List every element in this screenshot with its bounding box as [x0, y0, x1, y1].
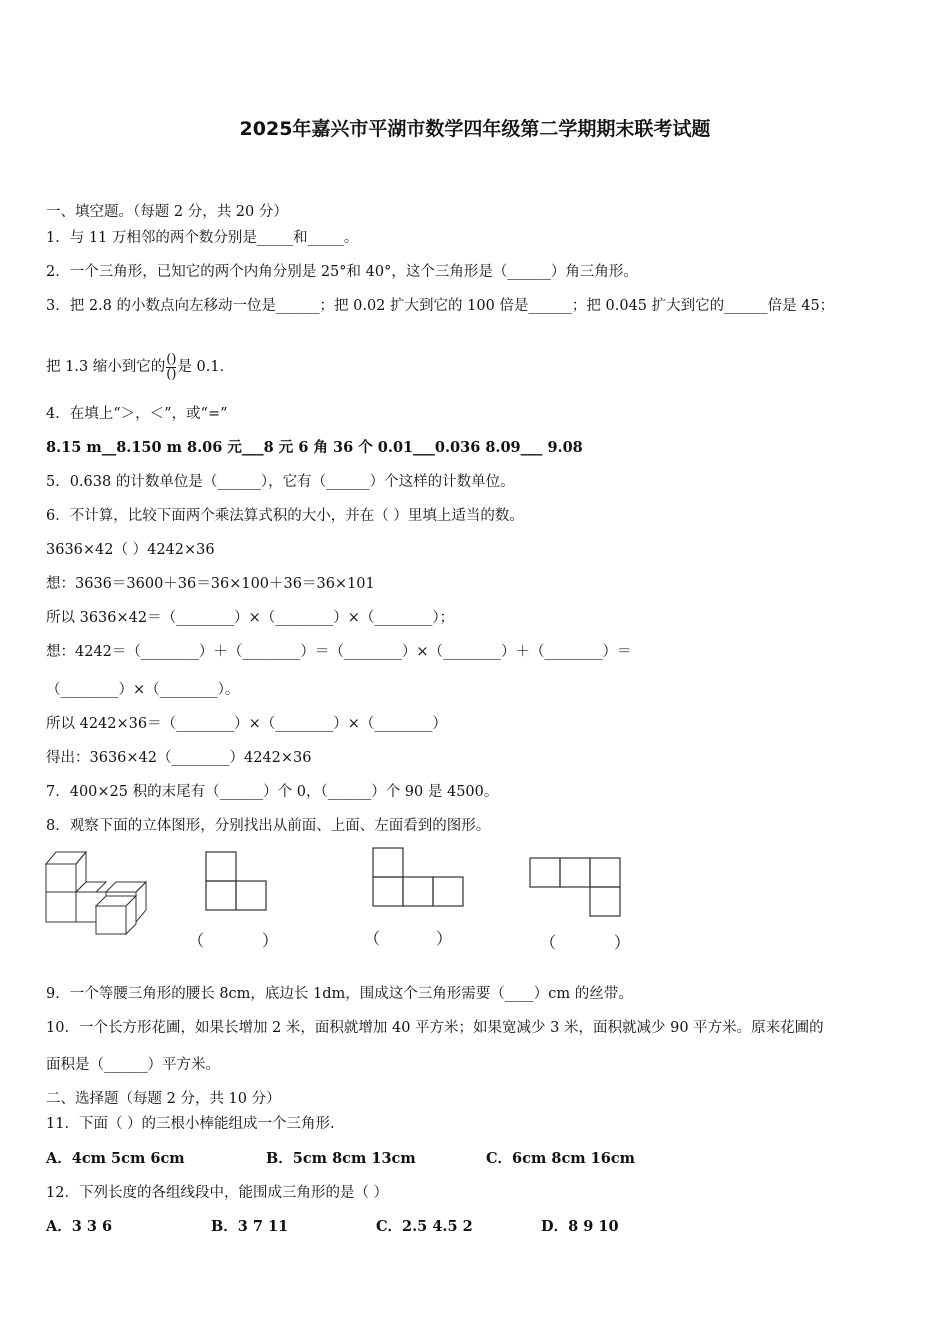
question-6-result: 得出：3636×42（________）4242×36 [46, 750, 312, 766]
page-title: 2025年嘉兴市平湖市数学四年级第二学期期末联考试题 [239, 118, 711, 140]
question-4: 4．在填上“＞，＜”，或“=” [46, 406, 228, 422]
view-shape-3 [528, 856, 622, 918]
question-6: 6．不计算，比较下面两个乘法算式积的大小，并在（ ）里填上适当的数。 [46, 508, 524, 524]
question-3-prefix: 把 1.3 缩小到它的 [46, 359, 166, 375]
question-3-line-2 [46, 350, 234, 384]
view-shape-2 [371, 846, 465, 908]
fraction-denominator: () [166, 366, 177, 382]
question-1: 1．与 11 万相邻的两个数分别是_____和_____。 [46, 230, 359, 246]
question-9: 9．一个等腰三角形的腰长 8cm，底边长 1dm，围成这个三角形需要（____）cm 的丝带。 [46, 986, 633, 1002]
fraction-numerator: () [166, 351, 177, 367]
question-6-think-2: 想：4242＝（________）＋（________）＝（________）×（________）＋（________）＝ [46, 644, 632, 660]
solid-figure [44, 848, 148, 936]
answer-paren-open-1: （ [188, 931, 205, 950]
answer-paren-close-2: ） [436, 929, 453, 948]
option-a[interactable]: A．3 3 6 [46, 1218, 113, 1235]
option-b[interactable]: B．3 7 11 [211, 1218, 289, 1235]
question-6-think-2-cont: （________）×（________）。 [46, 682, 240, 698]
question-12: 12．下列长度的各组线段中，能围成三角形的是（ ） [46, 1185, 389, 1201]
option-c[interactable]: C．6cm 8cm 16cm [486, 1150, 636, 1167]
answer-paren-open-3: （ [540, 933, 557, 952]
answer-paren-close-1: ） [262, 931, 279, 950]
question-2: 2．一个三角形，已知它的两个内角分别是 25°和 40°，这个三角形是（______）角三角形。 [46, 264, 638, 280]
question-11: 11．下面（ ）的三根小棒能组成一个三角形. [46, 1116, 335, 1132]
answer-paren-close-3: ） [614, 933, 631, 952]
question-6-think-1: 想：3636＝3600＋36＝36×100＋36＝36×101 [46, 576, 375, 592]
question-10-line-1: 10．一个长方形花圃，如果长增加 2 米，面积就增加 40 平方米；如果宽减少 3 米，面积就减少 90 平方米。原来花圃的 [46, 1020, 824, 1036]
question-3-suffix: 是 0.1． [177, 359, 235, 375]
option-b[interactable]: B．5cm 8cm 13cm [266, 1150, 416, 1167]
question-7: 7．400×25 积的末尾有（______）个 0，（______）个 90 是 4500。 [46, 784, 499, 800]
question-6-so-2: 所以 4242×36＝（________）×（________）×（________） [46, 716, 447, 732]
blank-fraction [166, 353, 176, 382]
question-6-compare: 3636×42（ ）4242×36 [46, 542, 215, 558]
question-12-options [46, 1217, 619, 1237]
question-5: 5．0.638 的计数单位是（______），它有（______）个这样的计数单位。 [46, 474, 515, 490]
section-1-heading: 一、填空题。（每题 2 分，共 20 分） [46, 204, 288, 220]
section-2-heading: 二、选择题（每题 2 分，共 10 分） [46, 1091, 281, 1107]
question-4-comparisons: 8.15 m__8.150 m 8.06 元___8 元 6 角 36 个 0.01___0.036 8.09___ 9.08 [46, 439, 583, 456]
question-8: 8．观察下面的立体图形，分别找出从前面、上面、左面看到的图形。 [46, 818, 491, 834]
question-10-line-2: 面积是（______）平方米。 [46, 1057, 220, 1073]
answer-paren-open-2: （ [364, 929, 381, 948]
option-c[interactable]: C．2.5 4.5 2 [376, 1218, 473, 1235]
question-6-so-1: 所以 3636×42＝（________）×（________）×（________）； [46, 610, 455, 626]
view-shape-1 [204, 850, 268, 912]
option-a[interactable]: A．4cm 5cm 6cm [46, 1150, 185, 1167]
question-3-line-1: 3．把 2.8 的小数点向左移动一位是______；把 0.02 扩大到它的 100 倍是______；把 0.045 扩大到它的______倍是 45； [46, 298, 835, 314]
option-d[interactable]: D．8 9 10 [541, 1218, 619, 1235]
question-11-options [46, 1149, 635, 1169]
